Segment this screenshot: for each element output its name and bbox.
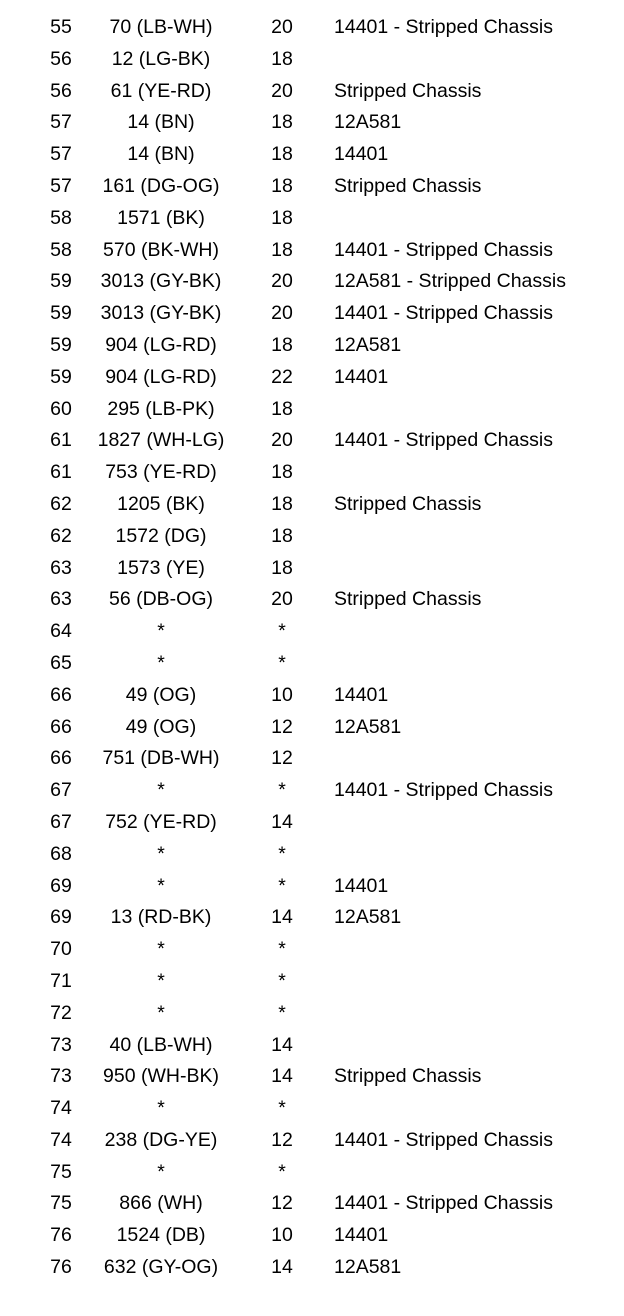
table-row (0, 76, 624, 108)
circuit-cell: 904 (LG-RD) (105, 365, 217, 388)
note-cell: 12A581 (334, 111, 402, 134)
circuit-cell: 12 (LG-BK) (111, 47, 211, 70)
wire-gauge-cell: * (278, 1001, 286, 1024)
circuit-cell: * (157, 874, 165, 897)
circuit-cell: 751 (DB-WH) (102, 747, 220, 770)
table-row (0, 1030, 624, 1062)
pin-number-cell: 75 (50, 1160, 72, 1183)
circuit-cell: 753 (YE-RD) (105, 461, 217, 484)
pin-number-cell: 72 (50, 1001, 72, 1024)
pin-number-cell: 69 (50, 874, 72, 897)
circuit-cell: 13 (RD-BK) (110, 906, 212, 929)
pin-number-cell: 56 (50, 47, 72, 70)
table-row (0, 1220, 624, 1252)
circuit-cell: 1524 (DB) (116, 1224, 206, 1247)
wire-gauge-cell: 14 (271, 1256, 293, 1279)
wire-gauge-cell: 18 (271, 206, 293, 229)
circuit-cell: 904 (LG-RD) (105, 333, 217, 356)
pin-number-cell: 58 (50, 238, 72, 261)
note-cell: 14401 - Stripped Chassis (334, 1128, 553, 1151)
circuit-cell: * (157, 1097, 165, 1120)
wire-gauge-cell: 20 (271, 270, 293, 293)
wire-gauge-cell: 18 (271, 238, 293, 261)
table-row (0, 902, 624, 934)
circuit-cell: 49 (OG) (125, 715, 197, 738)
table-row (0, 330, 624, 362)
pin-number-cell: 62 (50, 524, 72, 547)
table-row (0, 425, 624, 457)
wire-gauge-cell: 12 (271, 747, 293, 770)
wire-gauge-cell: 20 (271, 302, 293, 325)
table-row (0, 553, 624, 585)
note-cell: Stripped Chassis (334, 588, 482, 611)
pin-number-cell: 59 (50, 270, 72, 293)
circuit-cell: * (157, 1160, 165, 1183)
wire-gauge-cell: 18 (271, 397, 293, 420)
wire-gauge-cell: 14 (271, 810, 293, 833)
pin-number-cell: 76 (50, 1224, 72, 1247)
circuit-cell: 1572 (DG) (115, 524, 207, 547)
note-cell: 14401 (334, 1224, 389, 1247)
circuit-cell: 950 (WH-BK) (103, 1065, 219, 1088)
wire-gauge-cell: 18 (271, 492, 293, 515)
note-cell: Stripped Chassis (334, 492, 482, 515)
table-row (0, 12, 624, 44)
circuit-cell: 1571 (BK) (117, 206, 205, 229)
pin-number-cell: 55 (50, 16, 72, 38)
circuit-cell: 632 (GY-OG) (103, 1256, 219, 1279)
wire-gauge-cell: 18 (271, 47, 293, 70)
table-row (0, 298, 624, 330)
wire-gauge-cell: * (278, 651, 286, 674)
table-row (0, 1188, 624, 1220)
wire-gauge-cell: 18 (271, 524, 293, 547)
pin-number-cell: 68 (50, 842, 72, 865)
table-row (0, 712, 624, 744)
table-row (0, 457, 624, 489)
table-row (0, 1093, 624, 1125)
wire-gauge-cell: 14 (271, 906, 293, 929)
circuit-cell: * (157, 620, 165, 643)
pin-number-cell: 57 (50, 174, 72, 197)
circuit-cell: 3013 (GY-BK) (100, 302, 222, 325)
circuit-cell: 56 (DB-OG) (108, 588, 213, 611)
pin-number-cell: 60 (50, 397, 72, 420)
table-row (0, 775, 624, 807)
pin-number-cell: 62 (50, 492, 72, 515)
wire-gauge-cell: 14 (271, 1065, 293, 1088)
table-row (0, 394, 624, 426)
pin-number-cell: 69 (50, 906, 72, 929)
table-row (0, 44, 624, 76)
pin-number-cell: 59 (50, 365, 72, 388)
circuit-cell: 161 (DG-OG) (102, 174, 220, 197)
wire-gauge-cell: * (278, 874, 286, 897)
circuit-cell: 752 (YE-RD) (105, 810, 217, 833)
wire-gauge-cell: * (278, 938, 286, 961)
pin-number-cell: 71 (50, 969, 72, 992)
table-row (0, 584, 624, 616)
pin-number-cell: 57 (50, 143, 72, 166)
connector-pin-table (0, 12, 624, 1284)
table-row (0, 839, 624, 871)
pin-number-cell: 61 (50, 461, 72, 484)
circuit-cell: * (157, 938, 165, 961)
wire-gauge-cell: 10 (271, 1224, 293, 1247)
circuit-cell: * (157, 779, 165, 802)
wire-gauge-cell: 18 (271, 333, 293, 356)
pin-number-cell: 73 (50, 1065, 72, 1088)
circuit-cell: 295 (LB-PK) (107, 397, 215, 420)
circuit-cell: * (157, 651, 165, 674)
wire-gauge-cell: 18 (271, 556, 293, 579)
wire-gauge-cell: * (278, 969, 286, 992)
wire-gauge-cell: 18 (271, 111, 293, 134)
note-cell: Stripped Chassis (334, 174, 482, 197)
table-row (0, 934, 624, 966)
pin-number-cell: 67 (50, 810, 72, 833)
wire-gauge-cell: * (278, 1097, 286, 1120)
note-cell: 12A581 - Stripped Chassis (334, 270, 566, 293)
note-cell: Stripped Chassis (334, 1065, 482, 1088)
circuit-cell: 70 (LB-WH) (109, 16, 213, 38)
wire-gauge-cell: * (278, 620, 286, 643)
wire-gauge-cell: 12 (271, 1128, 293, 1151)
circuit-cell: * (157, 1001, 165, 1024)
table-row (0, 743, 624, 775)
circuit-cell: 61 (YE-RD) (110, 79, 212, 102)
pin-number-cell: 66 (50, 747, 72, 770)
note-cell: 14401 (334, 365, 389, 388)
table-row (0, 1125, 624, 1157)
pin-number-cell: 58 (50, 206, 72, 229)
wire-gauge-cell: 14 (271, 1033, 293, 1056)
pin-number-cell: 74 (50, 1128, 72, 1151)
wire-gauge-cell: 20 (271, 16, 293, 38)
table-row (0, 1157, 624, 1189)
circuit-cell: 49 (OG) (125, 683, 197, 706)
pin-number-cell: 74 (50, 1097, 72, 1120)
pin-number-cell: 61 (50, 429, 72, 452)
pin-number-cell: 70 (50, 938, 72, 961)
table-row (0, 521, 624, 553)
circuit-cell: 14 (BN) (127, 143, 195, 166)
table-row (0, 807, 624, 839)
circuit-cell: * (157, 842, 165, 865)
wire-gauge-cell: 20 (271, 429, 293, 452)
table-row (0, 266, 624, 298)
pin-number-cell: 66 (50, 683, 72, 706)
note-cell: 14401 - Stripped Chassis (334, 429, 553, 452)
wire-gauge-cell: 22 (271, 365, 293, 388)
table-row (0, 648, 624, 680)
table-row (0, 1061, 624, 1093)
note-cell: 14401 (334, 683, 389, 706)
pin-number-cell: 76 (50, 1256, 72, 1279)
pin-number-cell: 73 (50, 1033, 72, 1056)
circuit-cell: 238 (DG-YE) (104, 1128, 218, 1151)
note-cell: 12A581 (334, 906, 402, 929)
circuit-cell: 14 (BN) (127, 111, 195, 134)
wire-gauge-cell: 18 (271, 174, 293, 197)
table-row (0, 680, 624, 712)
note-cell: 14401 (334, 874, 389, 897)
table-row (0, 107, 624, 139)
note-cell: 14401 - Stripped Chassis (334, 302, 553, 325)
table-row (0, 966, 624, 998)
circuit-cell: 3013 (GY-BK) (100, 270, 222, 293)
pin-number-cell: 65 (50, 651, 72, 674)
pin-number-cell: 56 (50, 79, 72, 102)
table-row (0, 235, 624, 267)
pin-number-cell: 63 (50, 588, 72, 611)
note-cell: 12A581 (334, 1256, 402, 1279)
pin-number-cell: 59 (50, 333, 72, 356)
wire-gauge-cell: 12 (271, 715, 293, 738)
circuit-cell: 40 (LB-WH) (109, 1033, 213, 1056)
table-row (0, 489, 624, 521)
circuit-cell: 1827 (WH-LG) (97, 429, 225, 452)
circuit-cell: 1205 (BK) (117, 492, 205, 515)
note-cell: 14401 - Stripped Chassis (334, 238, 553, 261)
circuit-cell: 866 (WH) (119, 1192, 203, 1215)
wire-gauge-cell: 20 (271, 588, 293, 611)
pin-number-cell: 59 (50, 302, 72, 325)
table-row (0, 171, 624, 203)
wire-gauge-cell: 18 (271, 461, 293, 484)
pin-number-cell: 75 (50, 1192, 72, 1215)
table-row (0, 871, 624, 903)
circuit-cell: 570 (BK-WH) (103, 238, 219, 261)
pin-number-cell: 67 (50, 779, 72, 802)
circuit-cell: * (157, 969, 165, 992)
pin-number-cell: 57 (50, 111, 72, 134)
wire-gauge-cell: 10 (271, 683, 293, 706)
table-row (0, 616, 624, 648)
note-cell: 14401 - Stripped Chassis (334, 1192, 553, 1215)
wire-gauge-cell: * (278, 779, 286, 802)
table-row (0, 362, 624, 394)
circuit-cell: 1573 (YE) (117, 556, 205, 579)
note-cell: 14401 - Stripped Chassis (334, 16, 553, 38)
pin-number-cell: 63 (50, 556, 72, 579)
table-row (0, 139, 624, 171)
table-row (0, 1252, 624, 1284)
wire-gauge-cell: 20 (271, 79, 293, 102)
pin-number-cell: 64 (50, 620, 72, 643)
wire-gauge-cell: * (278, 1160, 286, 1183)
wire-gauge-cell: * (278, 842, 286, 865)
note-cell: 14401 - Stripped Chassis (334, 779, 553, 802)
pin-number-cell: 66 (50, 715, 72, 738)
note-cell: 12A581 (334, 715, 402, 738)
note-cell: 14401 (334, 143, 389, 166)
wire-gauge-cell: 12 (271, 1192, 293, 1215)
wire-gauge-cell: 18 (271, 143, 293, 166)
table-row (0, 203, 624, 235)
table-row (0, 998, 624, 1030)
note-cell: Stripped Chassis (334, 79, 482, 102)
note-cell: 12A581 (334, 333, 402, 356)
